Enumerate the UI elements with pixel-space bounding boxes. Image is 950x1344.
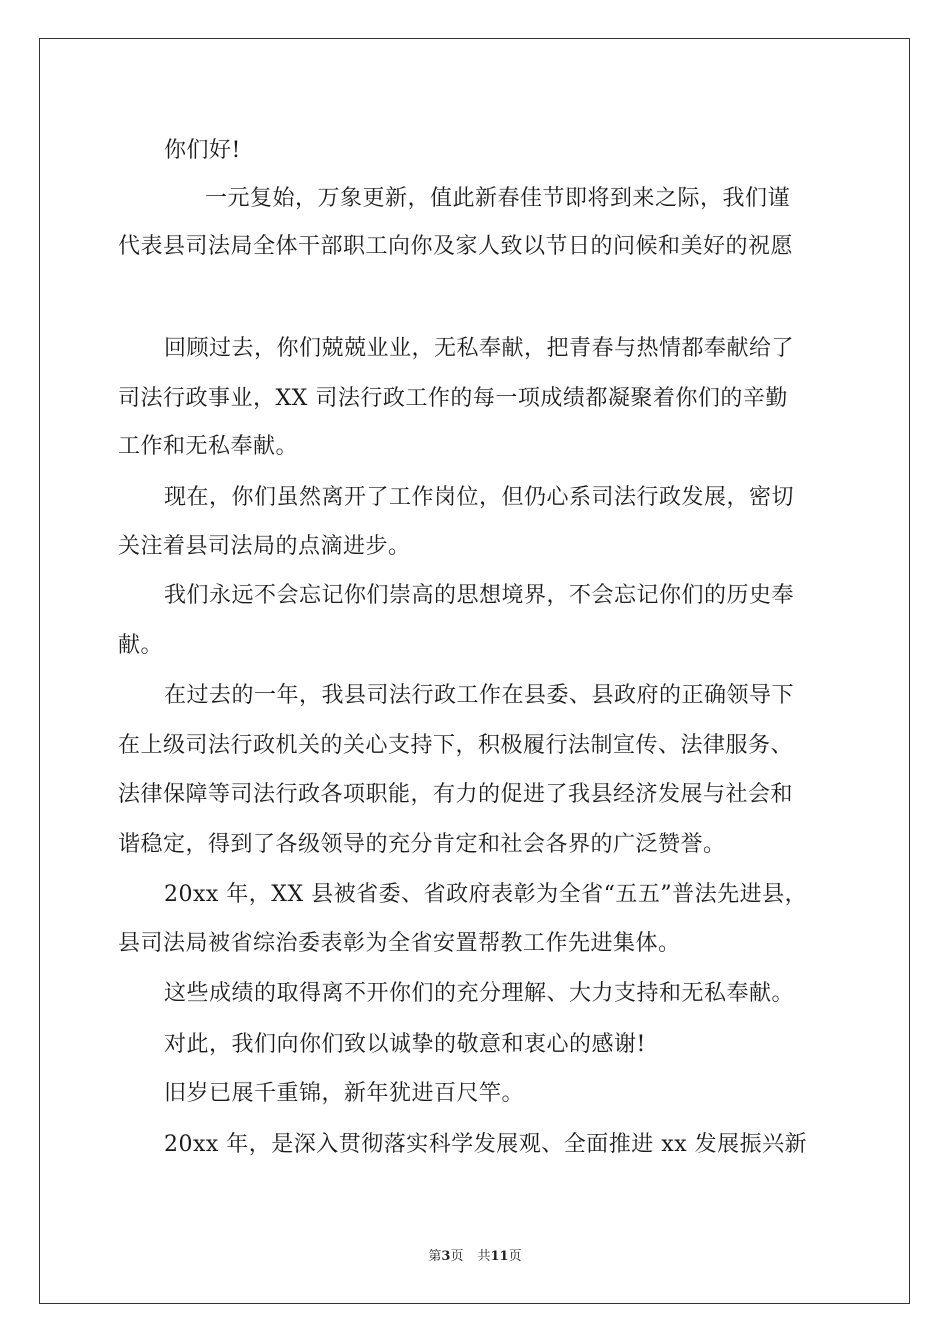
page-unit: 页: [450, 1249, 464, 1264]
text-line: 县司法局被省综治委表彰为全省安置帮教工作先进集体。: [118, 931, 681, 956]
text-line: 工作和无私奉献。: [118, 434, 299, 459]
text-line: 司法行政事业，XX 司法行政工作的每一项成绩都凝聚着你们的辛勤: [118, 386, 788, 411]
text-line: 旧岁已展千重锦，新年犹进百尺竿。: [164, 1081, 525, 1106]
text-line: 一元复始，万象更新，值此新春佳节即将到来之际，我们谨: [205, 186, 791, 211]
text-line: 20xx 年，XX 县被省委、省政府表彰为全省“五五”普法先进县，: [164, 882, 808, 907]
text-line: 献。: [118, 633, 164, 658]
text-line: 回顾过去，你们兢兢业业，无私奉献，把青春与热情都奉献给了: [164, 336, 795, 361]
total-unit: 页: [508, 1249, 522, 1264]
page-border: [39, 38, 910, 1304]
text-line: 对此，我们向你们致以诚挚的敬意和衷心的感谢!: [164, 1032, 646, 1057]
text-line: 我们永远不会忘记你们崇高的思想境界，不会忘记你们的历史奉: [164, 583, 795, 608]
text-line: 你们好!: [164, 138, 241, 163]
text-line: 法律保障等司法行政各项职能，有力的促进了我县经济发展与社会和: [118, 782, 794, 807]
text-line: 现在，你们虽然离开了工作岗位，但仍心系司法行政发展，密切: [164, 485, 795, 510]
text-line: 代表县司法局全体干部职工向你及家人致以节日的问候和美好的祝愿: [118, 234, 794, 259]
page-prefix: 第: [428, 1249, 442, 1264]
total-prefix: 共: [477, 1249, 491, 1264]
total-pages: 11: [490, 1249, 509, 1264]
text-line: 这些成绩的取得离不开你们的充分理解、大力支持和无私奉献。: [164, 981, 795, 1006]
text-line: 谐稳定，得到了各级领导的充分肯定和社会各界的广泛赞誉。: [118, 832, 726, 857]
text-line: 20xx 年，是深入贯彻落实科学发展观、全面推进 xx 发展振兴新: [164, 1132, 808, 1157]
text-line: 在上级司法行政机关的关心支持下，积极履行法制宣传、法律服务、: [118, 733, 794, 758]
text-line: 在过去的一年，我县司法行政工作在县委、县政府的正确领导下: [164, 683, 795, 708]
page-number: 3: [441, 1249, 451, 1264]
page-footer: [0, 1248, 950, 1266]
text-line: 关注着县司法局的点滴进步。: [118, 534, 411, 559]
